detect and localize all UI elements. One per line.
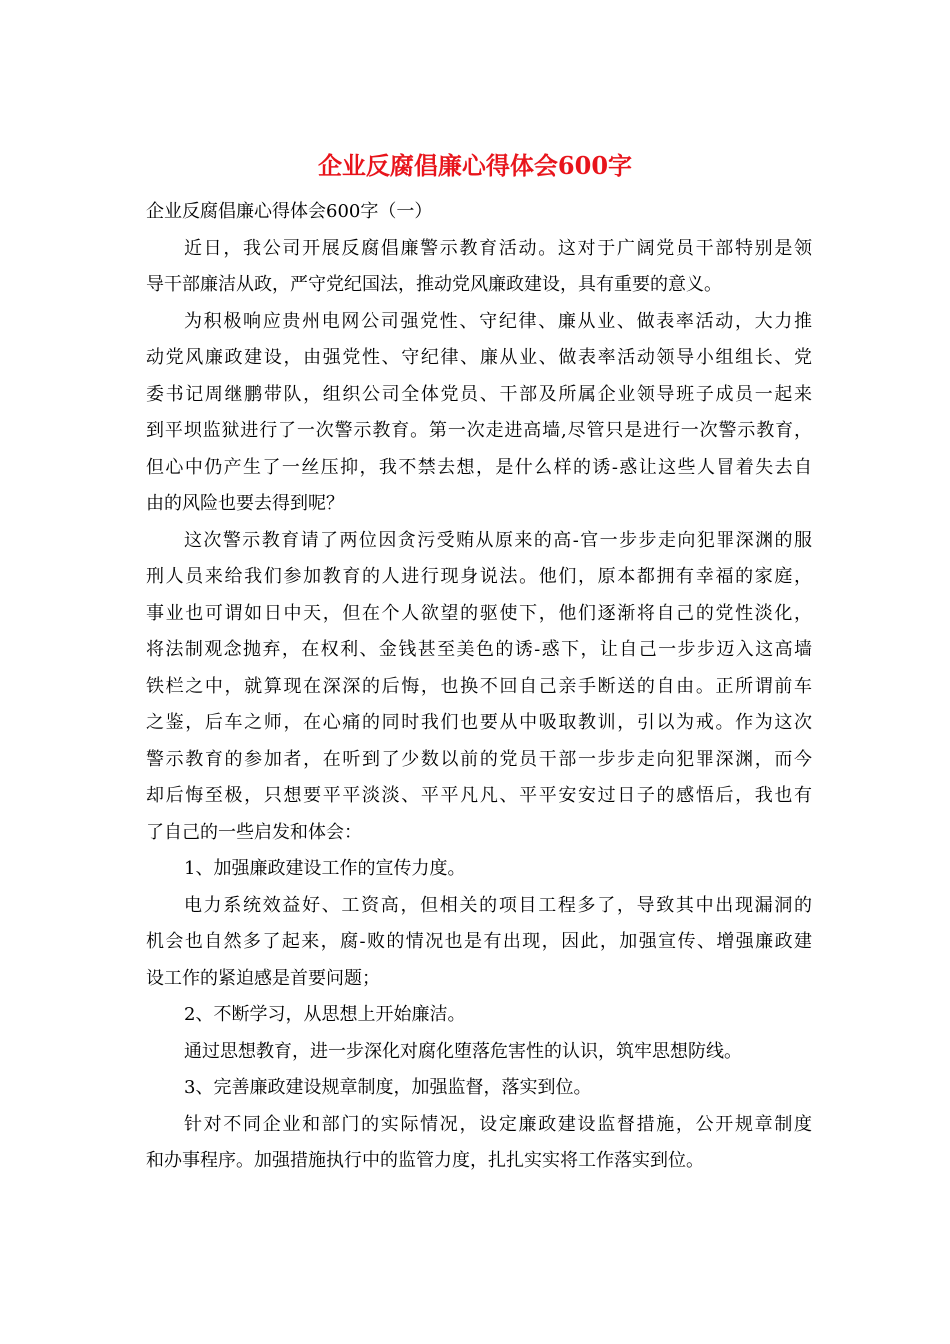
text-line: 到平坝监狱进行了一次警示教育。第一次走进高墙,尽管只是进行一次警示教育，: [146, 420, 812, 441]
text-line: 1、加强廉政建设工作的宣传力度。: [184, 858, 466, 879]
text-line: 动党风廉政建设，由强党性、守纪律、廉从业、做表率活动领导小组组长、党: [146, 347, 812, 368]
text-line: 却后悔至极，只想要平平淡淡、平平凡凡、平平安安过日子的感悟后，我也有: [146, 785, 812, 806]
text-line: 委书记周继鹏带队，组织公司全体党员、干部及所属企业领导班子成员一起来: [146, 383, 812, 405]
text-line: 事业也可谓如日中天，但在个人欲望的驱使下，他们逐渐将自己的党性淡化，: [146, 602, 812, 624]
text-line: 警示教育的参加者，在听到了少数以前的党员干部一步步走向犯罪深渊，而今: [146, 748, 812, 770]
text-line: 但心中仍产生了一丝压抑，我不禁去想，是什么样的诱-惑让这些人冒着失去自: [146, 456, 812, 478]
text-line: 导干部廉洁从政，严守党纪国法，推动党风廉政建设，具有重要的意义。: [146, 274, 722, 295]
text-line: 3、完善廉政建设规章制度，加强监督，落实到位。: [184, 1077, 592, 1098]
text-line: 电力系统效益好、工资高，但相关的项目工程多了，导致其中出现漏洞的: [184, 894, 812, 916]
text-line: 针对不同企业和部门的实际情况，设定廉政建设监督措施，公开规章制度: [184, 1113, 812, 1135]
text-line: 机会也自然多了起来，腐-败的情况也是有出现，因此，加强宣传、增强廉政建: [146, 931, 812, 952]
text-line: 之鉴，后车之师，在心痛的同时我们也要从中吸取教训，引以为戒。作为这次: [146, 712, 812, 733]
text-line: 铁栏之中，就算现在深深的后悔，也换不回自己亲手断送的自由。正所谓前车: [146, 675, 812, 697]
text-line: 近日，我公司开展反腐倡廉警示教育活动。这对于广阔党员干部特别是领: [184, 237, 812, 259]
text-line: 和办事程序。加强措施执行中的监管力度，扎扎实实将工作落实到位。: [146, 1150, 704, 1171]
text-line: 为积极响应贵州电网公司强党性、守纪律、廉从业、做表率活动，大力推: [184, 310, 812, 332]
document-body: [146, 194, 812, 1180]
text-line: 了自己的一些启发和体会：: [146, 821, 362, 843]
text-line: 通过思想教育，进一步深化对腐化堕落危害性的认识，筑牢思想防线。: [184, 1040, 742, 1062]
text-line: 由的风险也要去得到呢？: [146, 493, 344, 514]
text-line: 企业反腐倡廉心得体会600字（一）: [146, 201, 433, 222]
text-line: 2、不断学习，从思想上开始廉洁。: [184, 1004, 466, 1025]
document-title: 企业反腐倡廉心得体会600字: [317, 151, 633, 180]
text-line: 设工作的紧迫感是首要问题；: [146, 967, 380, 989]
text-line: 刑人员来给我们参加教育的人进行现身说法。他们，原本都拥有幸福的家庭，: [146, 566, 812, 587]
text-line: 将法制观念抛弃，在权利、金钱甚至美色的诱-惑下，让自己一步步迈入这高墙: [146, 639, 812, 660]
text-line: 这次警示教育请了两位因贪污受贿从原来的高-官一步步走向犯罪深渊的服: [184, 529, 812, 551]
